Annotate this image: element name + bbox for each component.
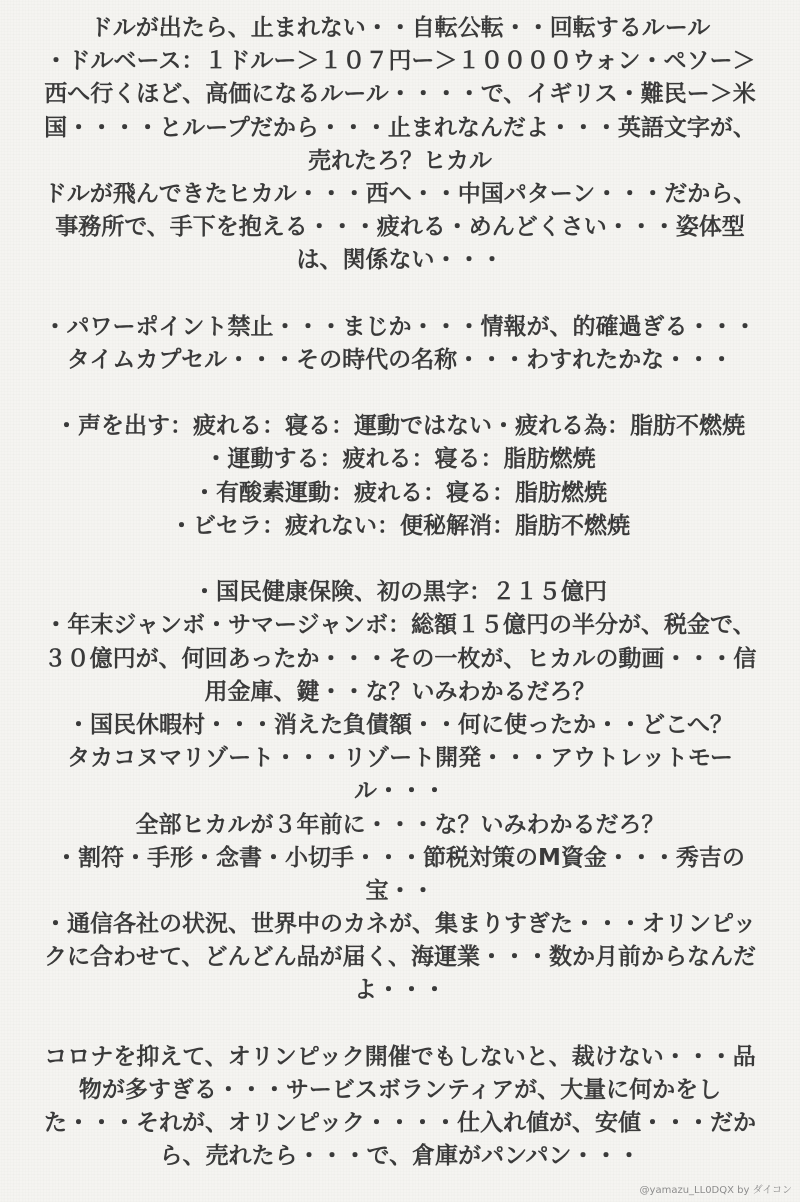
blank-line [18, 543, 782, 576]
text-line: ・パワーポイント禁止・・・まじか・・・情報が、的確過ぎる・・・ [43, 313, 757, 340]
text-line: ・ビセラ：疲れない：便秘解消：脂肪不燃焼 [170, 512, 630, 539]
text-line: 宝・・ [365, 877, 435, 904]
text-line: 売れたろ？ヒカル [308, 147, 492, 174]
text-line: ・有酸素運動：疲れる：寝る：脂肪燃焼 [193, 479, 607, 506]
text-line: ・通信各社の状況、世界中のカネが、集まりすぎた・・・オリンピッ [43, 911, 757, 938]
text-line: ル・・・ [354, 778, 446, 805]
text-body [18, 12, 782, 1174]
text-line: ・年末ジャンボ・サマージャンボ：総額１５億円の半分が、税金で、 [44, 612, 756, 639]
text-line: タカコヌマリゾート・・・リゾート開発・・・アウトレットモー [67, 745, 733, 772]
text-line: ・声を出す：疲れる：寝る：運動ではない・疲れる為：脂肪不燃焼 [55, 413, 745, 440]
blank-line [18, 377, 782, 410]
text-line: 国・・・・とループだから・・・止まれなんだよ・・・英語文字が、 [44, 114, 756, 141]
text-line: ・国民健康保険、初の黒字：２１５億円 [193, 579, 607, 606]
text-line: ３０億円が、何回あったか・・・その一枚が、ヒカルの動画・・・信 [43, 645, 757, 672]
text-line: ・ドルベース：１ドルー＞１０７円ー＞１００００ウォン・ペソー＞ [44, 48, 756, 75]
text-line: 西へ行くほど、高価になるルール・・・・で、イギリス・難民ー＞米 [44, 81, 756, 108]
text-line: ・割符・手形・念書・小切手・・・節税対策のM資金・・・秀吉の [55, 844, 745, 871]
text-line: ら、売れたら・・・で、倉庫がパンパン・・・ [159, 1143, 641, 1170]
text-line: 全部ヒカルが３年前に・・・な？いみわかるだろ？ [135, 811, 665, 838]
text-line: ・運動する：疲れる：寝る：脂肪燃焼 [204, 446, 596, 473]
text-line: タイムカプセル・・・その時代の名称・・・わすれたかな・・・ [66, 346, 734, 373]
blank-line [18, 278, 782, 311]
blank-line [18, 1008, 782, 1041]
text-line: は、関係ない・・・ [296, 247, 504, 274]
text-line: ドルが飛んできたヒカル・・・西へ・・中国パターン・・・だから、 [43, 180, 757, 207]
text-line: ・国民休暇村・・・消えた負債額・・何に使ったか・・どこへ？ [66, 711, 734, 738]
credit-caption: @yamazu_LL0DQX by ダイコン [639, 1185, 792, 1196]
text-line: 物が多すぎる・・・サービスボランティアが、大量に何かをし [78, 1077, 722, 1103]
text-line: た・・・それが、オリンピック・・・・仕入れ値が、安値・・・だか [43, 1110, 757, 1137]
text-line: クに合わせて、どんどん品が届く、海運業・・・数か月前からなんだ [43, 944, 757, 971]
text-line: 事務所で、手下を抱える・・・疲れる・めんどくさい・・・姿体型 [55, 214, 745, 241]
text-line: よ・・・ [354, 977, 446, 1004]
text-line: ドルが出たら、止まれない・・自転公転・・回転するルール [89, 15, 711, 41]
text-line: コロナを抑えて、オリンピック開催でもしないと、裁けない・・・品 [44, 1043, 756, 1070]
text-line: 用金庫、鍵・・な？いみわかるだろ？ [204, 678, 596, 705]
